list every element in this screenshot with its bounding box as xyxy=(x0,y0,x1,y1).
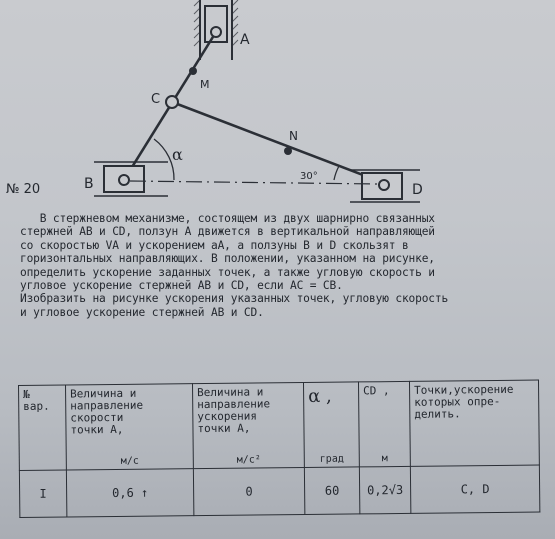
label-c: C xyxy=(151,92,161,107)
header-points: Точки,ускорение которых опре- делить. xyxy=(409,380,539,466)
alpha-arc xyxy=(154,139,174,180)
text-line: горизонтальных направляющих. В положении, указанном на рисунке, xyxy=(20,252,435,266)
unit-velocity: м/с xyxy=(120,455,139,467)
slider-b xyxy=(94,162,168,196)
text-line: В стержневом механизме, состоящем из двух шарнирно связанных xyxy=(20,212,435,225)
label-a: A xyxy=(240,32,250,48)
angle-30-arc xyxy=(334,166,339,180)
cell-variant: I xyxy=(19,470,66,517)
text-line: и угловое ускорение стержней АВ и СD. xyxy=(20,305,264,319)
header-variant: № вар. xyxy=(19,385,67,470)
label-n: N xyxy=(289,129,298,143)
problem-number: № 20 xyxy=(6,182,41,197)
table-row xyxy=(19,465,539,517)
unit-acceleration: м/с² xyxy=(236,454,261,466)
variant-table xyxy=(18,380,540,518)
label-m: M xyxy=(200,78,210,91)
header-cd: СD , м xyxy=(358,381,410,467)
text-line: определить ускорение заданных точек, а также угловую скорость и xyxy=(20,265,435,279)
text-line: стержней АВ и СD, ползун А движется в вертикальной направляющей xyxy=(20,225,435,239)
point-n xyxy=(284,147,292,155)
joint-a xyxy=(211,27,221,37)
header-acceleration: Величина и направление ускорения точки А, м/с² xyxy=(192,383,304,469)
label-30: 30° xyxy=(300,171,318,182)
label-b: B xyxy=(84,176,94,192)
cell-alpha: 60 xyxy=(304,467,359,515)
cell-cd: 0,2√3 xyxy=(359,466,410,514)
text-line: Изобразить на рисунке ускорения указанных точек, угловую скорость xyxy=(20,292,449,306)
cell-velocity: 0,6 ↑ xyxy=(66,469,193,517)
label-d: D xyxy=(412,182,423,198)
point-m xyxy=(189,67,197,75)
axis-line xyxy=(130,181,378,184)
unit-cd: м xyxy=(381,453,388,465)
cell-points: С, D xyxy=(410,465,539,513)
header-velocity: Величина и направление скорости точки А, м/с xyxy=(66,384,194,470)
text-line: со скоростью VA и ускорением aA, а ползуны В и D скользят в xyxy=(20,238,409,252)
joint-c xyxy=(166,96,178,108)
label-alpha: α xyxy=(172,145,183,164)
mechanism-diagram xyxy=(0,0,555,212)
unit-alpha: град xyxy=(319,453,344,465)
table-header-row xyxy=(19,380,540,470)
problem-statement xyxy=(20,212,550,319)
header-alpha: α , град xyxy=(303,382,359,468)
text-line: угловое ускорение стержней АВ и СD, если АС = СВ. xyxy=(20,279,343,293)
cell-acceleration: 0 xyxy=(193,468,304,516)
rod-cd xyxy=(172,102,384,183)
